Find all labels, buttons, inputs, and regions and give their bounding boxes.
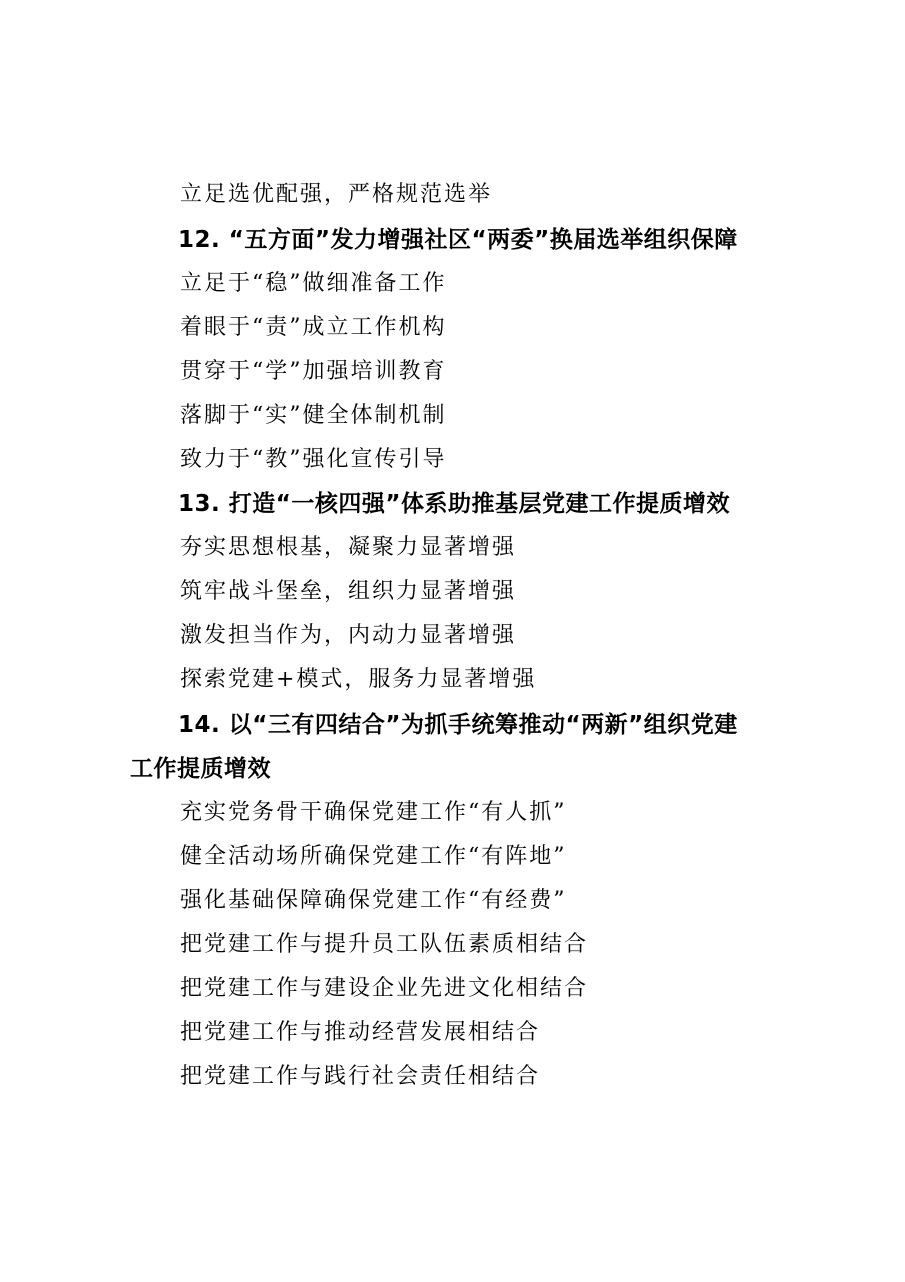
section-14-item: 强化基础保障确保党建工作“有经费” [180,888,567,913]
section-14-item: 把党建工作与提升员工队伍素质相结合 [180,932,589,957]
intro-item: 立足选优配强，严格规范选举 [180,182,493,207]
section-14-item: 把党建工作与建设企业先进文化相结合 [180,976,589,1001]
section-14-item: 把党建工作与践行社会责任相结合 [180,1064,541,1089]
section-12-item: 落脚于“实”健全体制机制 [180,403,447,428]
section-13-item: 探索党建+模式，服务力显著增强 [180,667,537,692]
section-14-heading-continued: 工作提质增效 [130,756,271,782]
section-13-heading: 13. 打造“一核四强”体系助推基层党建工作提质增效 [178,491,730,517]
section-14-item: 把党建工作与推动经营发展相结合 [180,1020,541,1045]
section-12-item: 着眼于“责”成立工作机构 [180,315,447,340]
section-12-item: 立足于“稳”做细准备工作 [180,271,447,296]
section-12-heading: 12. “五方面”发力增强社区“两委”换届选举组织保障 [178,227,738,253]
section-13-item: 激发担当作为，内动力显著增强 [180,623,517,648]
section-14-heading: 14. 以“三有四结合”为抓手统筹推动“两新”组织党建 [178,712,738,738]
section-14-item: 健全活动场所确保党建工作“有阵地” [180,844,567,869]
section-13-item: 夯实思想根基，凝聚力显著增强 [180,535,517,560]
section-12-item: 贯穿于“学”加强培训教育 [180,359,447,384]
section-13-item: 筑牢战斗堡垒，组织力显著增强 [180,579,517,604]
section-14-item: 充实党务骨干确保党建工作“有人抓” [180,800,567,825]
section-12-item: 致力于“教”强化宣传引导 [180,447,447,472]
